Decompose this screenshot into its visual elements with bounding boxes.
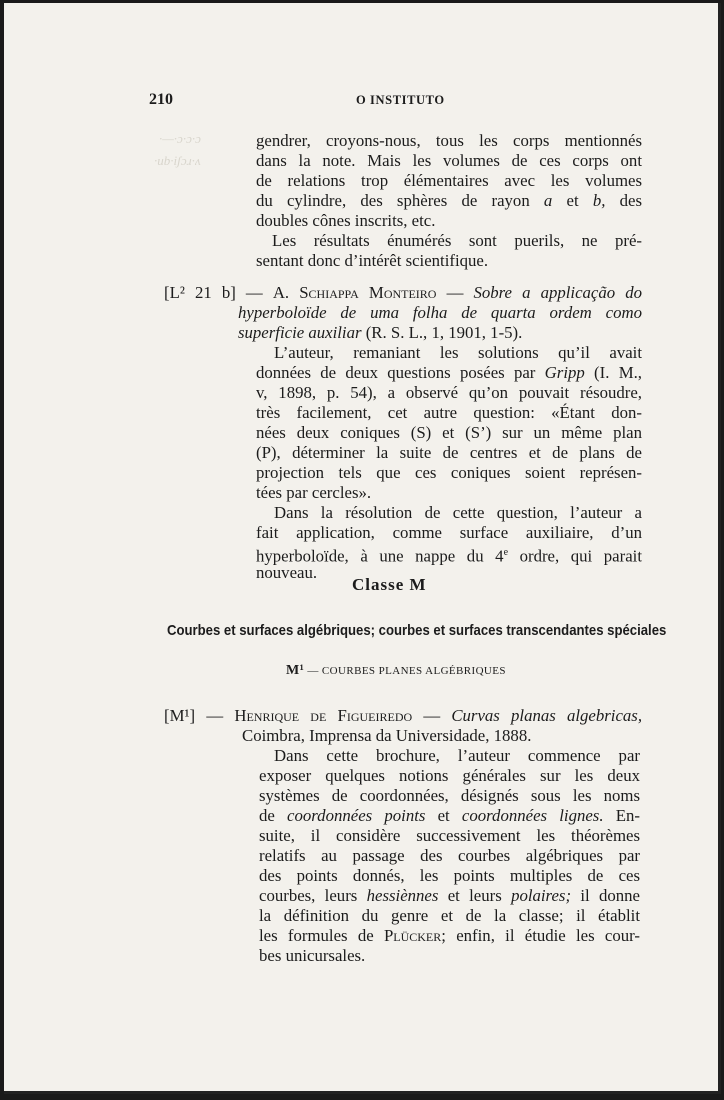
text-line: nouveau. — [256, 563, 318, 582]
text-line: dans la note. Mais les volumes de ces corps ont — [256, 151, 642, 170]
text-line: hyperboloïde, à une nappe du 4e ordre, qui parait — [256, 546, 642, 566]
class-heading: Classe M — [352, 575, 427, 594]
entry-l-author: A. Schiappa Monteiro — [272, 283, 437, 302]
entry-l-title: Sobre a applicação do — [473, 283, 643, 302]
text-line: exposer quelques notions générales sur les deux — [259, 766, 640, 785]
bleed-through-text: ·—·ɔ·ɔ·ɔ — [159, 131, 201, 146]
page-header — [4, 91, 718, 111]
text-line: données de deux questions posées par Gripp (I. M., — [256, 363, 643, 382]
text-line: courbes, leurs hessiènnes et leurs polaires; il donne — [259, 886, 640, 905]
text-line: hyperboloïde de uma folha de quarta ordem como — [238, 303, 642, 322]
entry-m-header: [M¹] — Henrique de Figueiredo — Curvas planas algebricas, — [164, 706, 643, 725]
text-line: sentant donc d’intérêt scientifique. — [256, 251, 489, 270]
text-line: suite, il considère successivement les théorèmes — [259, 826, 640, 845]
text-line: Dans cette brochure, l’auteur commence par — [274, 746, 640, 765]
text-line: les formules de Plücker; enfin, il étudie les cour- — [259, 926, 640, 945]
entry-l-ref: [L² 21 b] — [164, 283, 236, 302]
text-line: nées deux coniques (S) et (S’) sur un même plan — [256, 423, 642, 442]
bleed-through-text: ·ub·iʃɔɹ·ʌ — [154, 153, 201, 168]
text-line: du cylindre, des sphères de rayon a et b, des — [256, 191, 642, 210]
text-line: projection tels que ces coniques soient représen- — [256, 463, 642, 482]
text-line: gendrer, croyons-nous, tous les corps mentionnés — [256, 131, 642, 150]
text-line: v, 1898, p. 54), a observé qu’on pouvait résoudre, — [256, 383, 642, 402]
text-line: de relations trop élémentaires avec les volumes — [256, 171, 642, 190]
text-line: très facilement, cet autre question: «Étant don- — [256, 403, 642, 422]
text-line: Coimbra, Imprensa da Universidade, 1888. — [242, 726, 532, 745]
entry-l-header: [L² 21 b] — A. Schiappa Monteiro — Sobre a applicação do — [164, 283, 643, 302]
text-line: superficie auxiliar (R. S. L., 1, 1901, 1-5). — [238, 323, 523, 342]
entry-m-title: Curvas planas algebricas, — [451, 706, 643, 725]
page — [4, 3, 721, 1094]
text-line: Dans la résolution de cette question, l’auteur a — [274, 503, 642, 522]
text-line: systèmes de coordonnées, désignés sous les noms — [259, 786, 640, 805]
sub-heading-code: M¹ — [286, 663, 305, 678]
text-line: relatifs au passage des courbes algébriques par — [259, 846, 640, 865]
text-line: de coordonnées points et coordonnées lignes. En- — [259, 806, 640, 825]
text-line: fait application, comme surface auxiliaire, d’un — [256, 523, 642, 542]
entry-m-author: Henrique de Figueiredo — [234, 706, 413, 725]
text-line: doubles cônes inscrits, etc. — [256, 211, 436, 230]
text-line: Les résultats énumérés sont puerils, ne pré- — [272, 231, 642, 250]
sub-heading — [286, 663, 506, 679]
page-number: 210 — [149, 91, 173, 108]
text-line: L’auteur, remaniant les solutions qu’il avait — [274, 343, 642, 362]
text-line: tées par cercles». — [256, 483, 372, 502]
entry-m-ref: [M¹] — [164, 706, 196, 725]
text-line: bes unicursales. — [259, 946, 366, 965]
text-line: la définition du genre et de la classe; il établit — [259, 906, 640, 925]
text-line: des points donnés, les points multiples de ces — [259, 866, 640, 885]
running-title: O INSTITUTO — [356, 93, 445, 107]
sub-heading-text: — COURBES PLANES ALGÉBRIQUES — [304, 665, 506, 677]
text-line: (P), déterminer la suite de centres et de plans de — [256, 443, 642, 462]
section-heading: Courbes et surfaces algébriques; courbes et surfaces transcendantes spéciales — [167, 623, 667, 639]
